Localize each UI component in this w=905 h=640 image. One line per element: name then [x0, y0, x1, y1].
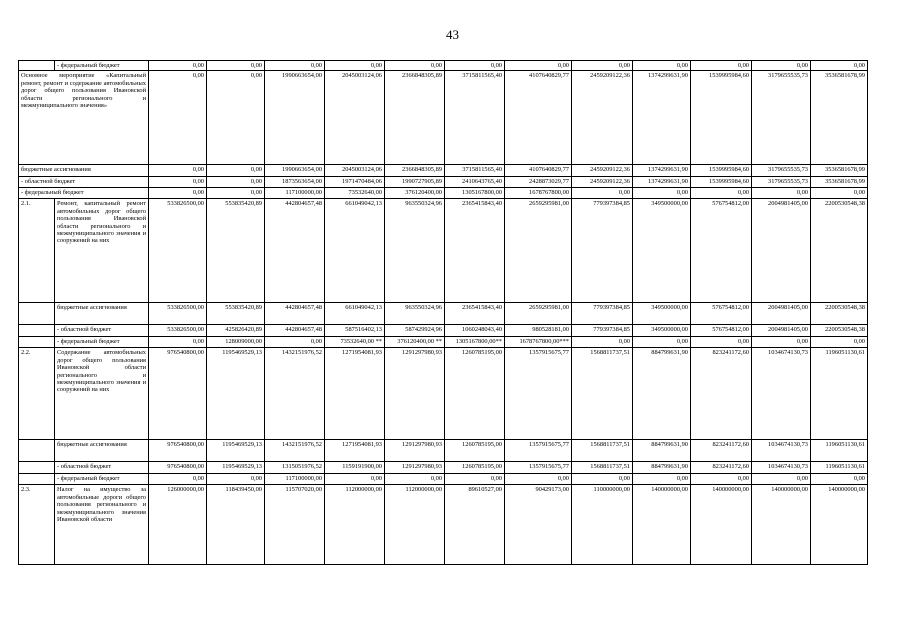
- value-cell: 587429924,96: [385, 325, 445, 337]
- value-cell: 117100000,00: [265, 474, 325, 485]
- row-code: [19, 325, 55, 337]
- value-cell: 128009000,00: [207, 337, 265, 348]
- value-cell: 3179655535,73: [752, 177, 811, 188]
- value-cell: 0,00: [752, 474, 811, 485]
- value-cell: 0,00: [752, 188, 811, 199]
- value-cell: 0,00: [265, 337, 325, 348]
- value-cell: 0,00: [149, 474, 207, 485]
- value-cell: 0,00: [811, 337, 868, 348]
- value-cell: 2659295981,00: [505, 199, 572, 303]
- value-cell: 73532640,00 **: [325, 337, 385, 348]
- value-cell: 0,00: [633, 188, 691, 199]
- row-label: - федеральный бюджет: [55, 474, 149, 485]
- value-cell: 980528181,00: [505, 325, 572, 337]
- row-code: 2.3.: [19, 485, 55, 565]
- value-cell: 4107640829,77: [505, 71, 572, 165]
- value-cell: 0,00: [691, 188, 752, 199]
- value-cell: 976540800,00: [149, 462, 207, 474]
- value-cell: 587516402,13: [325, 325, 385, 337]
- value-cell: 0,00: [149, 71, 207, 165]
- value-cell: 1568811737,51: [572, 462, 633, 474]
- value-cell: 2004981405,00: [752, 199, 811, 303]
- value-cell: 1196051130,61: [811, 440, 868, 462]
- table-row: [19, 325, 868, 337]
- row-label: Налог на имущество за автомобильные дороги общего пользования регионального и межмуниципального значения Ивановской области: [55, 485, 149, 565]
- value-cell: 4107640829,77: [505, 165, 572, 177]
- page-number: 43: [446, 27, 459, 42]
- value-cell: 126000000,00: [149, 485, 207, 565]
- value-cell: 3179655535,73: [752, 71, 811, 165]
- value-cell: 140000000,00: [752, 485, 811, 565]
- value-cell: 442804657,48: [265, 325, 325, 337]
- row-label: бюджетные ассигнования: [55, 303, 149, 325]
- value-cell: 1374299631,90: [633, 165, 691, 177]
- row-code: [19, 462, 55, 474]
- value-cell: 1271954081,93: [325, 348, 385, 440]
- value-cell: 0,00: [811, 474, 868, 485]
- value-cell: 0,00: [149, 337, 207, 348]
- value-cell: 1539995984,60: [691, 165, 752, 177]
- table-row: [19, 188, 868, 199]
- value-cell: 0,00: [149, 188, 207, 199]
- value-cell: 0,00: [572, 61, 633, 71]
- value-cell: 0,00: [207, 188, 265, 199]
- value-cell: 0,00: [207, 71, 265, 165]
- value-cell: 963550324,96: [385, 199, 445, 303]
- value-cell: 1060248043,40: [445, 325, 505, 337]
- value-cell: 1034674130,73: [752, 440, 811, 462]
- value-cell: 442804657,48: [265, 303, 325, 325]
- value-cell: 0,00: [149, 165, 207, 177]
- value-cell: 0,00: [752, 61, 811, 71]
- value-cell: 140000000,00: [691, 485, 752, 565]
- value-cell: 3536581678,99: [811, 71, 868, 165]
- value-cell: 884799631,90: [633, 462, 691, 474]
- value-cell: 0,00: [207, 61, 265, 71]
- value-cell: 963550324,96: [385, 303, 445, 325]
- value-cell: 1374299631,90: [633, 177, 691, 188]
- value-cell: 2004981405,00: [752, 303, 811, 325]
- value-cell: 1196051130,61: [811, 348, 868, 440]
- value-cell: 0,00: [752, 337, 811, 348]
- value-cell: 0,00: [325, 474, 385, 485]
- value-cell: 3715811565,40: [445, 165, 505, 177]
- value-cell: 533826500,00: [149, 303, 207, 325]
- value-cell: 1432151976,52: [265, 348, 325, 440]
- row-code: [19, 61, 55, 71]
- value-cell: 0,00: [445, 61, 505, 71]
- value-cell: 779397384,85: [572, 303, 633, 325]
- value-cell: 823241172,60: [691, 462, 752, 474]
- value-cell: 576754812,00: [691, 199, 752, 303]
- value-cell: 349500000,00: [633, 199, 691, 303]
- value-cell: 0,00: [149, 177, 207, 188]
- row-label: - федеральный бюджет: [19, 188, 149, 199]
- value-cell: 0,00: [691, 474, 752, 485]
- value-cell: 90429173,00: [505, 485, 572, 565]
- value-cell: 117100000,00: [265, 188, 325, 199]
- value-cell: 112000000,00: [385, 485, 445, 565]
- value-cell: 1678767800,00: [505, 188, 572, 199]
- row-label: бюджетные ассигнования: [55, 440, 149, 462]
- value-cell: 3715811565,40: [445, 71, 505, 165]
- value-cell: 576754812,00: [691, 325, 752, 337]
- value-cell: 2365415843,40: [445, 303, 505, 325]
- value-cell: 1195469529,13: [207, 462, 265, 474]
- table-row: [19, 177, 868, 188]
- value-cell: 1159191900,00: [325, 462, 385, 474]
- value-cell: 2459209122,36: [572, 165, 633, 177]
- value-cell: 349500000,00: [633, 325, 691, 337]
- value-cell: 376120400,00 **: [385, 337, 445, 348]
- value-cell: 2045003124,06: [325, 165, 385, 177]
- value-cell: 1305167800,00**: [445, 337, 505, 348]
- row-label: - областной бюджет: [55, 325, 149, 337]
- value-cell: 115707020,00: [265, 485, 325, 565]
- value-cell: 553835420,89: [207, 303, 265, 325]
- table-row: [19, 474, 868, 485]
- value-cell: 2200530548,38: [811, 199, 868, 303]
- value-cell: 2659295981,00: [505, 303, 572, 325]
- row-code: 2.1.: [19, 199, 55, 303]
- value-cell: 0,00: [149, 61, 207, 71]
- value-cell: 0,00: [265, 61, 325, 71]
- table-row: [19, 71, 868, 165]
- value-cell: 1990727905,89: [385, 177, 445, 188]
- value-cell: 2004981405,00: [752, 325, 811, 337]
- value-cell: 0,00: [207, 177, 265, 188]
- value-cell: 1260785195,00: [445, 348, 505, 440]
- value-cell: 2366848305,89: [385, 71, 445, 165]
- value-cell: 442804657,48: [265, 199, 325, 303]
- row-label: - областной бюджет: [19, 177, 149, 188]
- value-cell: 1195469529,13: [207, 348, 265, 440]
- value-cell: 779397384,85: [572, 325, 633, 337]
- value-cell: 1196051130,61: [811, 462, 868, 474]
- value-cell: 884799631,90: [633, 348, 691, 440]
- value-cell: 533826500,00: [149, 199, 207, 303]
- value-cell: 661049042,13: [325, 199, 385, 303]
- value-cell: 1568811737,51: [572, 440, 633, 462]
- value-cell: 0,00: [505, 61, 572, 71]
- value-cell: 661049042,13: [325, 303, 385, 325]
- value-cell: 1971470484,06: [325, 177, 385, 188]
- row-label: Содержание автомобильных дорог общего пользования Ивановской области регионального и межмуниципального значения и сооружений на них: [55, 348, 149, 440]
- value-cell: 2410643765,40: [445, 177, 505, 188]
- value-cell: 0,00: [572, 337, 633, 348]
- value-cell: 1305167800,00: [445, 188, 505, 199]
- value-cell: 0,00: [325, 61, 385, 71]
- value-cell: 0,00: [445, 474, 505, 485]
- table-row: [19, 199, 868, 303]
- table-row: [19, 165, 868, 177]
- value-cell: 0,00: [691, 61, 752, 71]
- value-cell: 2045003124,06: [325, 71, 385, 165]
- value-cell: 0,00: [633, 474, 691, 485]
- value-cell: 779397384,85: [572, 199, 633, 303]
- value-cell: 1315051976,52: [265, 462, 325, 474]
- row-code: 2.2.: [19, 348, 55, 440]
- row-code: [19, 440, 55, 462]
- budget-table: [18, 60, 868, 565]
- value-cell: 376120400,00: [385, 188, 445, 199]
- value-cell: 1432151976,52: [265, 440, 325, 462]
- table-row: [19, 303, 868, 325]
- table-row: [19, 61, 868, 71]
- value-cell: 1990663654,00: [265, 71, 325, 165]
- value-cell: 533826500,00: [149, 325, 207, 337]
- value-cell: 976540800,00: [149, 440, 207, 462]
- value-cell: 2428873029,77: [505, 177, 572, 188]
- row-label: Основное мероприятие «Капитальный ремонт, ремонт и содержание автомобильных дорог общего пользования Ивановской области регионального и межмуниципального значения»: [19, 71, 149, 165]
- value-cell: 1271954081,93: [325, 440, 385, 462]
- row-code: [19, 337, 55, 348]
- value-cell: 1291297980,93: [385, 440, 445, 462]
- value-cell: 0,00: [633, 337, 691, 348]
- value-cell: 1374299631,90: [633, 71, 691, 165]
- value-cell: 0,00: [385, 61, 445, 71]
- value-cell: 140000000,00: [633, 485, 691, 565]
- value-cell: 1034674130,73: [752, 462, 811, 474]
- value-cell: 1195469529,13: [207, 440, 265, 462]
- value-cell: 2366848305,89: [385, 165, 445, 177]
- value-cell: 2459209122,36: [572, 71, 633, 165]
- value-cell: 1034674130,73: [752, 348, 811, 440]
- value-cell: 1678767800,00***: [505, 337, 572, 348]
- table-row: [19, 485, 868, 565]
- value-cell: 89610527,00: [445, 485, 505, 565]
- value-cell: 2459209122,36: [572, 177, 633, 188]
- value-cell: 3536581678,99: [811, 165, 868, 177]
- value-cell: 1357915675,77: [505, 348, 572, 440]
- value-cell: 0,00: [207, 165, 265, 177]
- value-cell: 3536581678,99: [811, 177, 868, 188]
- value-cell: 1357915675,77: [505, 462, 572, 474]
- value-cell: 349500000,00: [633, 303, 691, 325]
- value-cell: 2200530548,38: [811, 303, 868, 325]
- value-cell: 1539995984,60: [691, 71, 752, 165]
- value-cell: 0,00: [811, 61, 868, 71]
- value-cell: 0,00: [207, 474, 265, 485]
- table-row: [19, 440, 868, 462]
- value-cell: 1357915675,77: [505, 440, 572, 462]
- value-cell: 823241172,60: [691, 348, 752, 440]
- table-row: [19, 462, 868, 474]
- value-cell: 1568811737,51: [572, 348, 633, 440]
- value-cell: 0,00: [385, 474, 445, 485]
- value-cell: 2200530548,38: [811, 325, 868, 337]
- value-cell: 576754812,00: [691, 303, 752, 325]
- row-label: - федеральный бюджет: [55, 61, 149, 71]
- value-cell: 3179655535,73: [752, 165, 811, 177]
- row-label: - федеральный бюджет: [55, 337, 149, 348]
- value-cell: 118439450,00: [207, 485, 265, 565]
- value-cell: 823241172,60: [691, 440, 752, 462]
- value-cell: 0,00: [572, 188, 633, 199]
- row-label: бюджетные ассигнования: [19, 165, 149, 177]
- value-cell: 73532640,00: [325, 188, 385, 199]
- value-cell: 0,00: [633, 61, 691, 71]
- table-row: [19, 337, 868, 348]
- value-cell: 1260785195,00: [445, 462, 505, 474]
- value-cell: 0,00: [505, 474, 572, 485]
- value-cell: 884799631,90: [633, 440, 691, 462]
- value-cell: 1539995984,60: [691, 177, 752, 188]
- value-cell: 0,00: [691, 337, 752, 348]
- value-cell: 1990663654,00: [265, 165, 325, 177]
- value-cell: 976540800,00: [149, 348, 207, 440]
- table-row: [19, 348, 868, 440]
- row-label: Ремонт, капитальный ремонт автомобильных дорог общего пользования Ивановской области регионального и межмуниципального значения и сооружений на них: [55, 199, 149, 303]
- value-cell: 1260785195,00: [445, 440, 505, 462]
- row-code: [19, 474, 55, 485]
- value-cell: 425826420,89: [207, 325, 265, 337]
- value-cell: 110000000,00: [572, 485, 633, 565]
- value-cell: 1873563654,00: [265, 177, 325, 188]
- row-label: - областной бюджет: [55, 462, 149, 474]
- value-cell: 553835420,89: [207, 199, 265, 303]
- value-cell: 2365415843,40: [445, 199, 505, 303]
- value-cell: 1291297980,93: [385, 348, 445, 440]
- value-cell: 112000000,00: [325, 485, 385, 565]
- value-cell: 1291297980,93: [385, 462, 445, 474]
- value-cell: 140000000,00: [811, 485, 868, 565]
- row-code: [19, 303, 55, 325]
- value-cell: 0,00: [572, 474, 633, 485]
- value-cell: 0,00: [811, 188, 868, 199]
